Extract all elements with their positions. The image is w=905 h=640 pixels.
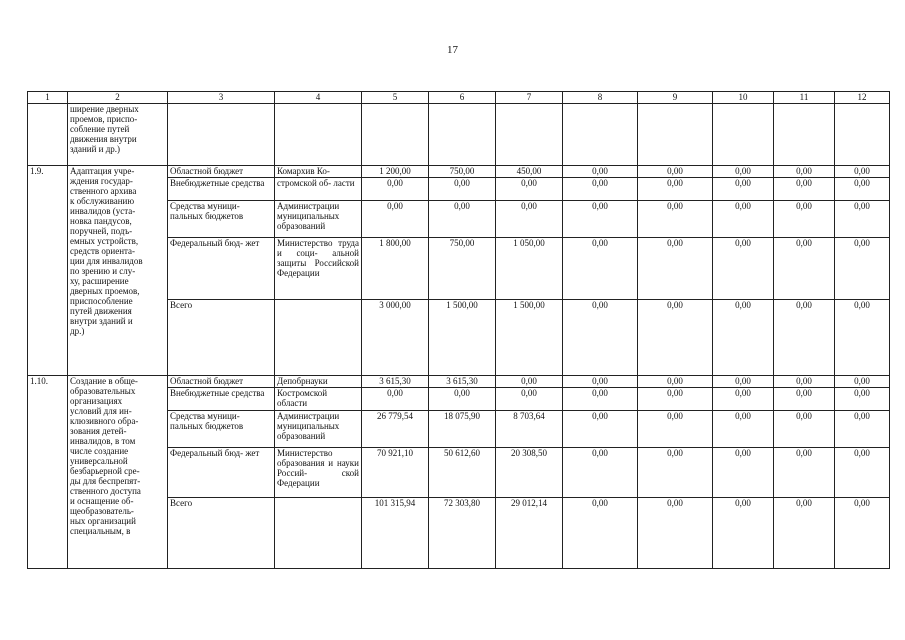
name-line: к обслуживанию — [70, 196, 135, 206]
name-line: ственного доступа — [70, 486, 141, 496]
responsible-org: Комархив Ко- — [275, 166, 362, 178]
name-line: др.) — [70, 326, 85, 336]
value-cell: 0,00 — [774, 178, 835, 201]
value-cell: 0,00 — [563, 498, 638, 569]
value-cell: 0,00 — [713, 388, 774, 411]
value-cell: 0,00 — [638, 448, 713, 498]
item-number: 1.9. — [28, 166, 68, 376]
name-line: движения внутри — [70, 134, 137, 144]
funding-source: Внебюджетные средства — [168, 178, 275, 201]
funding-source: Всего — [168, 300, 275, 376]
item-number: 1.10. — [28, 376, 68, 569]
budget-table — [27, 91, 890, 569]
responsible-org: Костромской области — [275, 388, 362, 411]
value-cell: 0,00 — [835, 166, 890, 178]
name-line: собление путей — [70, 124, 130, 134]
name-line: новка пандусов, — [70, 216, 132, 226]
name-line: ширение дверных — [70, 104, 139, 114]
column-header: 6 — [429, 92, 496, 104]
value-cell: 0,00 — [563, 411, 638, 448]
value-cell: 750,00 — [429, 166, 496, 178]
value-cell: 0,00 — [835, 376, 890, 388]
name-line: ции для инвалидов — [70, 256, 143, 266]
value-cell: 0,00 — [638, 166, 713, 178]
name-line: и оснащение об- — [70, 496, 134, 506]
value-cell: 26 779,54 — [362, 411, 429, 448]
name-line: приспособление — [70, 296, 133, 306]
value-cell: 0,00 — [638, 300, 713, 376]
value-cell: 3 000,00 — [362, 300, 429, 376]
value-cell: 0,00 — [563, 201, 638, 238]
responsible-org: Администрации муниципальных образований — [275, 411, 362, 448]
column-header: 9 — [638, 92, 713, 104]
table-row — [28, 376, 890, 388]
value-cell: 0,00 — [774, 238, 835, 300]
column-header: 1 — [28, 92, 68, 104]
responsible-org: Министерство образования и науки Россий- ской Федерации — [275, 448, 362, 498]
value-cell: 0,00 — [835, 411, 890, 448]
value-cell: 0,00 — [563, 300, 638, 376]
name-line: дверных проемов, — [70, 286, 140, 296]
empty-cell — [835, 104, 890, 166]
name-line: проемов, приспо- — [70, 114, 138, 124]
name-line: средств ориента- — [70, 246, 136, 256]
value-cell: 0,00 — [835, 201, 890, 238]
name-line: зданий и др.) — [70, 144, 121, 154]
funding-source: Всего — [168, 498, 275, 569]
measure-name-cell — [68, 166, 168, 376]
value-cell: 0,00 — [774, 300, 835, 376]
name-line: Адаптация учре- — [70, 166, 135, 176]
value-cell: 0,00 — [835, 498, 890, 569]
value-cell: 1 200,00 — [362, 166, 429, 178]
value-cell: 0,00 — [774, 411, 835, 448]
name-line: ху, расширение — [70, 276, 129, 286]
value-cell: 0,00 — [563, 238, 638, 300]
value-cell: 0,00 — [713, 376, 774, 388]
value-cell: 0,00 — [774, 166, 835, 178]
value-cell: 450,00 — [496, 166, 563, 178]
name-line: емных устройств, — [70, 236, 139, 246]
value-cell: 20 308,50 — [496, 448, 563, 498]
column-header: 7 — [496, 92, 563, 104]
responsible-org: Министерство труда и соци- альной защиты Российской Федерации — [275, 238, 362, 300]
funding-source: Федеральный бюд- жет — [168, 448, 275, 498]
value-cell: 72 303,80 — [429, 498, 496, 569]
continuation-row — [28, 104, 890, 166]
column-header: 2 — [68, 92, 168, 104]
name-line: универсальной — [70, 456, 128, 466]
value-cell: 0,00 — [638, 201, 713, 238]
value-cell: 0,00 — [774, 388, 835, 411]
value-cell: 101 315,94 — [362, 498, 429, 569]
value-cell: 0,00 — [496, 376, 563, 388]
name-line: ды для беспрепят- — [70, 476, 141, 486]
value-cell: 0,00 — [835, 238, 890, 300]
value-cell: 0,00 — [713, 201, 774, 238]
responsible-org — [275, 498, 362, 569]
name-line: образовательных — [70, 386, 136, 396]
empty-cell — [713, 104, 774, 166]
value-cell: 0,00 — [496, 201, 563, 238]
value-cell: 0,00 — [429, 388, 496, 411]
value-cell: 0,00 — [429, 201, 496, 238]
value-cell: 3 615,30 — [429, 376, 496, 388]
value-cell: 0,00 — [713, 448, 774, 498]
responsible-org: Администрации муниципальных образований — [275, 201, 362, 238]
value-cell: 0,00 — [563, 376, 638, 388]
name-line: внутри зданий и — [70, 316, 133, 326]
value-cell: 1 500,00 — [429, 300, 496, 376]
responsible-org: Депобрнауки — [275, 376, 362, 388]
column-header: 11 — [774, 92, 835, 104]
value-cell: 8 703,64 — [496, 411, 563, 448]
measure-name-cell — [68, 104, 168, 166]
name-line: путей движения — [70, 306, 132, 316]
value-cell: 750,00 — [429, 238, 496, 300]
value-cell: 0,00 — [713, 498, 774, 569]
column-header: 10 — [713, 92, 774, 104]
name-line: инвалидов (уста- — [70, 206, 136, 216]
name-line: инвалидов, в том — [70, 436, 136, 446]
value-cell: 0,00 — [638, 498, 713, 569]
value-cell: 0,00 — [713, 300, 774, 376]
value-cell: 3 615,30 — [362, 376, 429, 388]
name-line: ждения государ- — [70, 176, 133, 186]
value-cell: 1 050,00 — [496, 238, 563, 300]
empty-cell — [774, 104, 835, 166]
column-header: 12 — [835, 92, 890, 104]
value-cell: 0,00 — [362, 178, 429, 201]
empty-cell — [496, 104, 563, 166]
value-cell: 0,00 — [638, 376, 713, 388]
name-line: условий для ин- — [70, 406, 132, 416]
name-line: организациях — [70, 396, 123, 406]
page-number: 17 — [447, 44, 458, 56]
name-line: специальным, в — [70, 526, 131, 536]
value-cell: 0,00 — [774, 201, 835, 238]
value-cell: 0,00 — [362, 201, 429, 238]
empty-cell — [638, 104, 713, 166]
funding-source: Средства муници- пальных бюджетов — [168, 201, 275, 238]
name-line: безбарьерной сре- — [70, 466, 140, 476]
empty-cell — [168, 104, 275, 166]
value-cell: 0,00 — [713, 178, 774, 201]
value-cell: 0,00 — [563, 448, 638, 498]
value-cell: 1 800,00 — [362, 238, 429, 300]
value-cell: 0,00 — [774, 498, 835, 569]
name-line: Создание в обще- — [70, 376, 138, 386]
value-cell: 50 612,60 — [429, 448, 496, 498]
column-header: 4 — [275, 92, 362, 104]
value-cell: 0,00 — [563, 178, 638, 201]
value-cell: 29 012,14 — [496, 498, 563, 569]
value-cell: 1 500,00 — [496, 300, 563, 376]
value-cell: 0,00 — [713, 166, 774, 178]
value-cell: 0,00 — [713, 238, 774, 300]
funding-source: Федеральный бюд- жет — [168, 238, 275, 300]
empty-cell — [362, 104, 429, 166]
column-header: 5 — [362, 92, 429, 104]
column-header: 8 — [563, 92, 638, 104]
value-cell: 0,00 — [429, 178, 496, 201]
value-cell: 0,00 — [563, 166, 638, 178]
name-line: клюзивного обра- — [70, 416, 139, 426]
name-line: ных организаций — [70, 516, 136, 526]
value-cell: 0,00 — [496, 178, 563, 201]
name-line: числе создание — [70, 446, 129, 456]
value-cell: 0,00 — [835, 448, 890, 498]
value-cell: 0,00 — [774, 448, 835, 498]
value-cell: 0,00 — [835, 388, 890, 411]
funding-source: Областной бюджет — [168, 376, 275, 388]
value-cell: 0,00 — [362, 388, 429, 411]
measure-name-cell — [68, 376, 168, 569]
name-line: по зрению и слу- — [70, 266, 136, 276]
value-cell: 0,00 — [835, 178, 890, 201]
empty-cell — [563, 104, 638, 166]
funding-source: Внебюджетные средства — [168, 388, 275, 411]
value-cell: 70 921,10 — [362, 448, 429, 498]
funding-source: Средства муници- пальных бюджетов — [168, 411, 275, 448]
value-cell: 18 075,90 — [429, 411, 496, 448]
name-line: щеобразователь- — [70, 506, 134, 516]
funding-source: Областной бюджет — [168, 166, 275, 178]
value-cell: 0,00 — [496, 388, 563, 411]
item-number-cell — [28, 104, 68, 166]
table-row — [28, 166, 890, 178]
value-cell: 0,00 — [638, 388, 713, 411]
value-cell: 0,00 — [563, 388, 638, 411]
value-cell: 0,00 — [638, 238, 713, 300]
column-number-row — [28, 92, 890, 104]
value-cell: 0,00 — [638, 178, 713, 201]
value-cell: 0,00 — [638, 411, 713, 448]
name-line: зования детей- — [70, 426, 127, 436]
empty-cell — [275, 104, 362, 166]
value-cell: 0,00 — [713, 411, 774, 448]
value-cell: 0,00 — [774, 376, 835, 388]
responsible-org — [275, 300, 362, 376]
name-line: поручней, подъ- — [70, 226, 133, 236]
empty-cell — [429, 104, 496, 166]
column-header: 3 — [168, 92, 275, 104]
value-cell: 0,00 — [835, 300, 890, 376]
responsible-org: стромской об- ласти — [275, 178, 362, 201]
name-line: ственного архива — [70, 186, 137, 196]
